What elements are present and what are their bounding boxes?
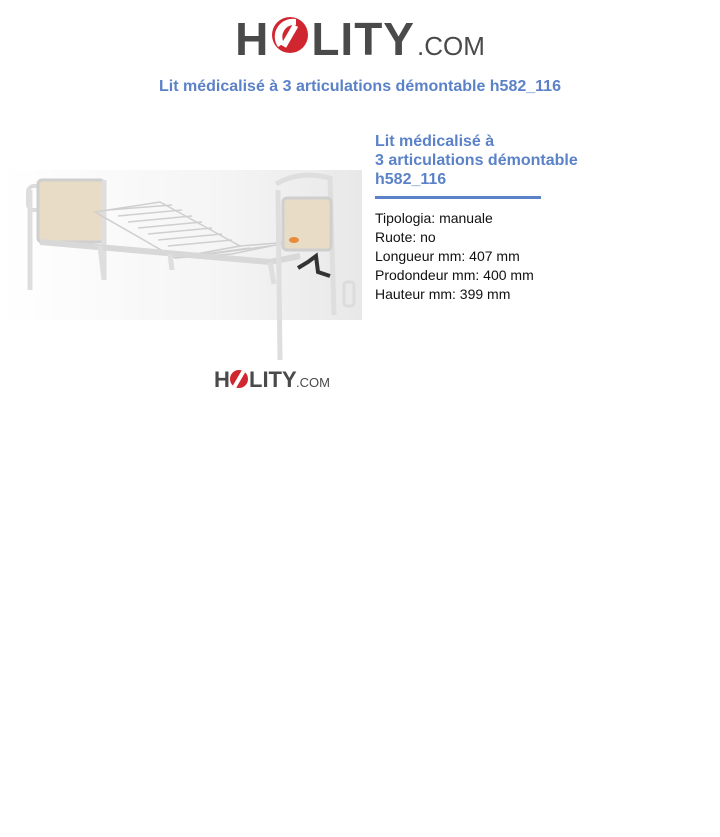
spec-item: Tipologia: manuale <box>375 210 493 226</box>
logo-letter-h: H <box>235 13 270 65</box>
image-logo-lity: LITY <box>249 367 297 392</box>
product-image <box>0 150 362 400</box>
page-title: Lit médicalisé à 3 articulations démontable h582_116 <box>159 78 561 95</box>
spec-list <box>375 209 695 304</box>
spec-item: Prodondeur mm: 400 mm <box>375 267 534 283</box>
spec-item: Longueur mm: 407 mm <box>375 248 520 264</box>
image-logo <box>214 367 330 392</box>
site-logo[interactable] <box>0 12 720 66</box>
bed-illustration <box>0 150 362 400</box>
logo-suffix: .COM <box>417 31 485 61</box>
title-divider <box>375 196 541 199</box>
logo-wordmark <box>235 12 485 66</box>
image-logo-h: H <box>214 367 230 392</box>
product-info <box>375 132 695 304</box>
product-title-line-2: 3 articulations démontable <box>375 152 578 169</box>
spec-item: Ruote: no <box>375 229 436 245</box>
logo-letters-lity: LITY <box>311 13 415 65</box>
product-title-line-3: h582_116 <box>375 171 447 188</box>
spec-item: Hauteur mm: 399 mm <box>375 286 511 302</box>
logo-o-icon <box>270 15 310 55</box>
image-logo-suffix: .COM <box>296 375 330 390</box>
product-title <box>375 132 695 189</box>
product-title-line-1: Lit médicalisé à <box>375 133 495 150</box>
